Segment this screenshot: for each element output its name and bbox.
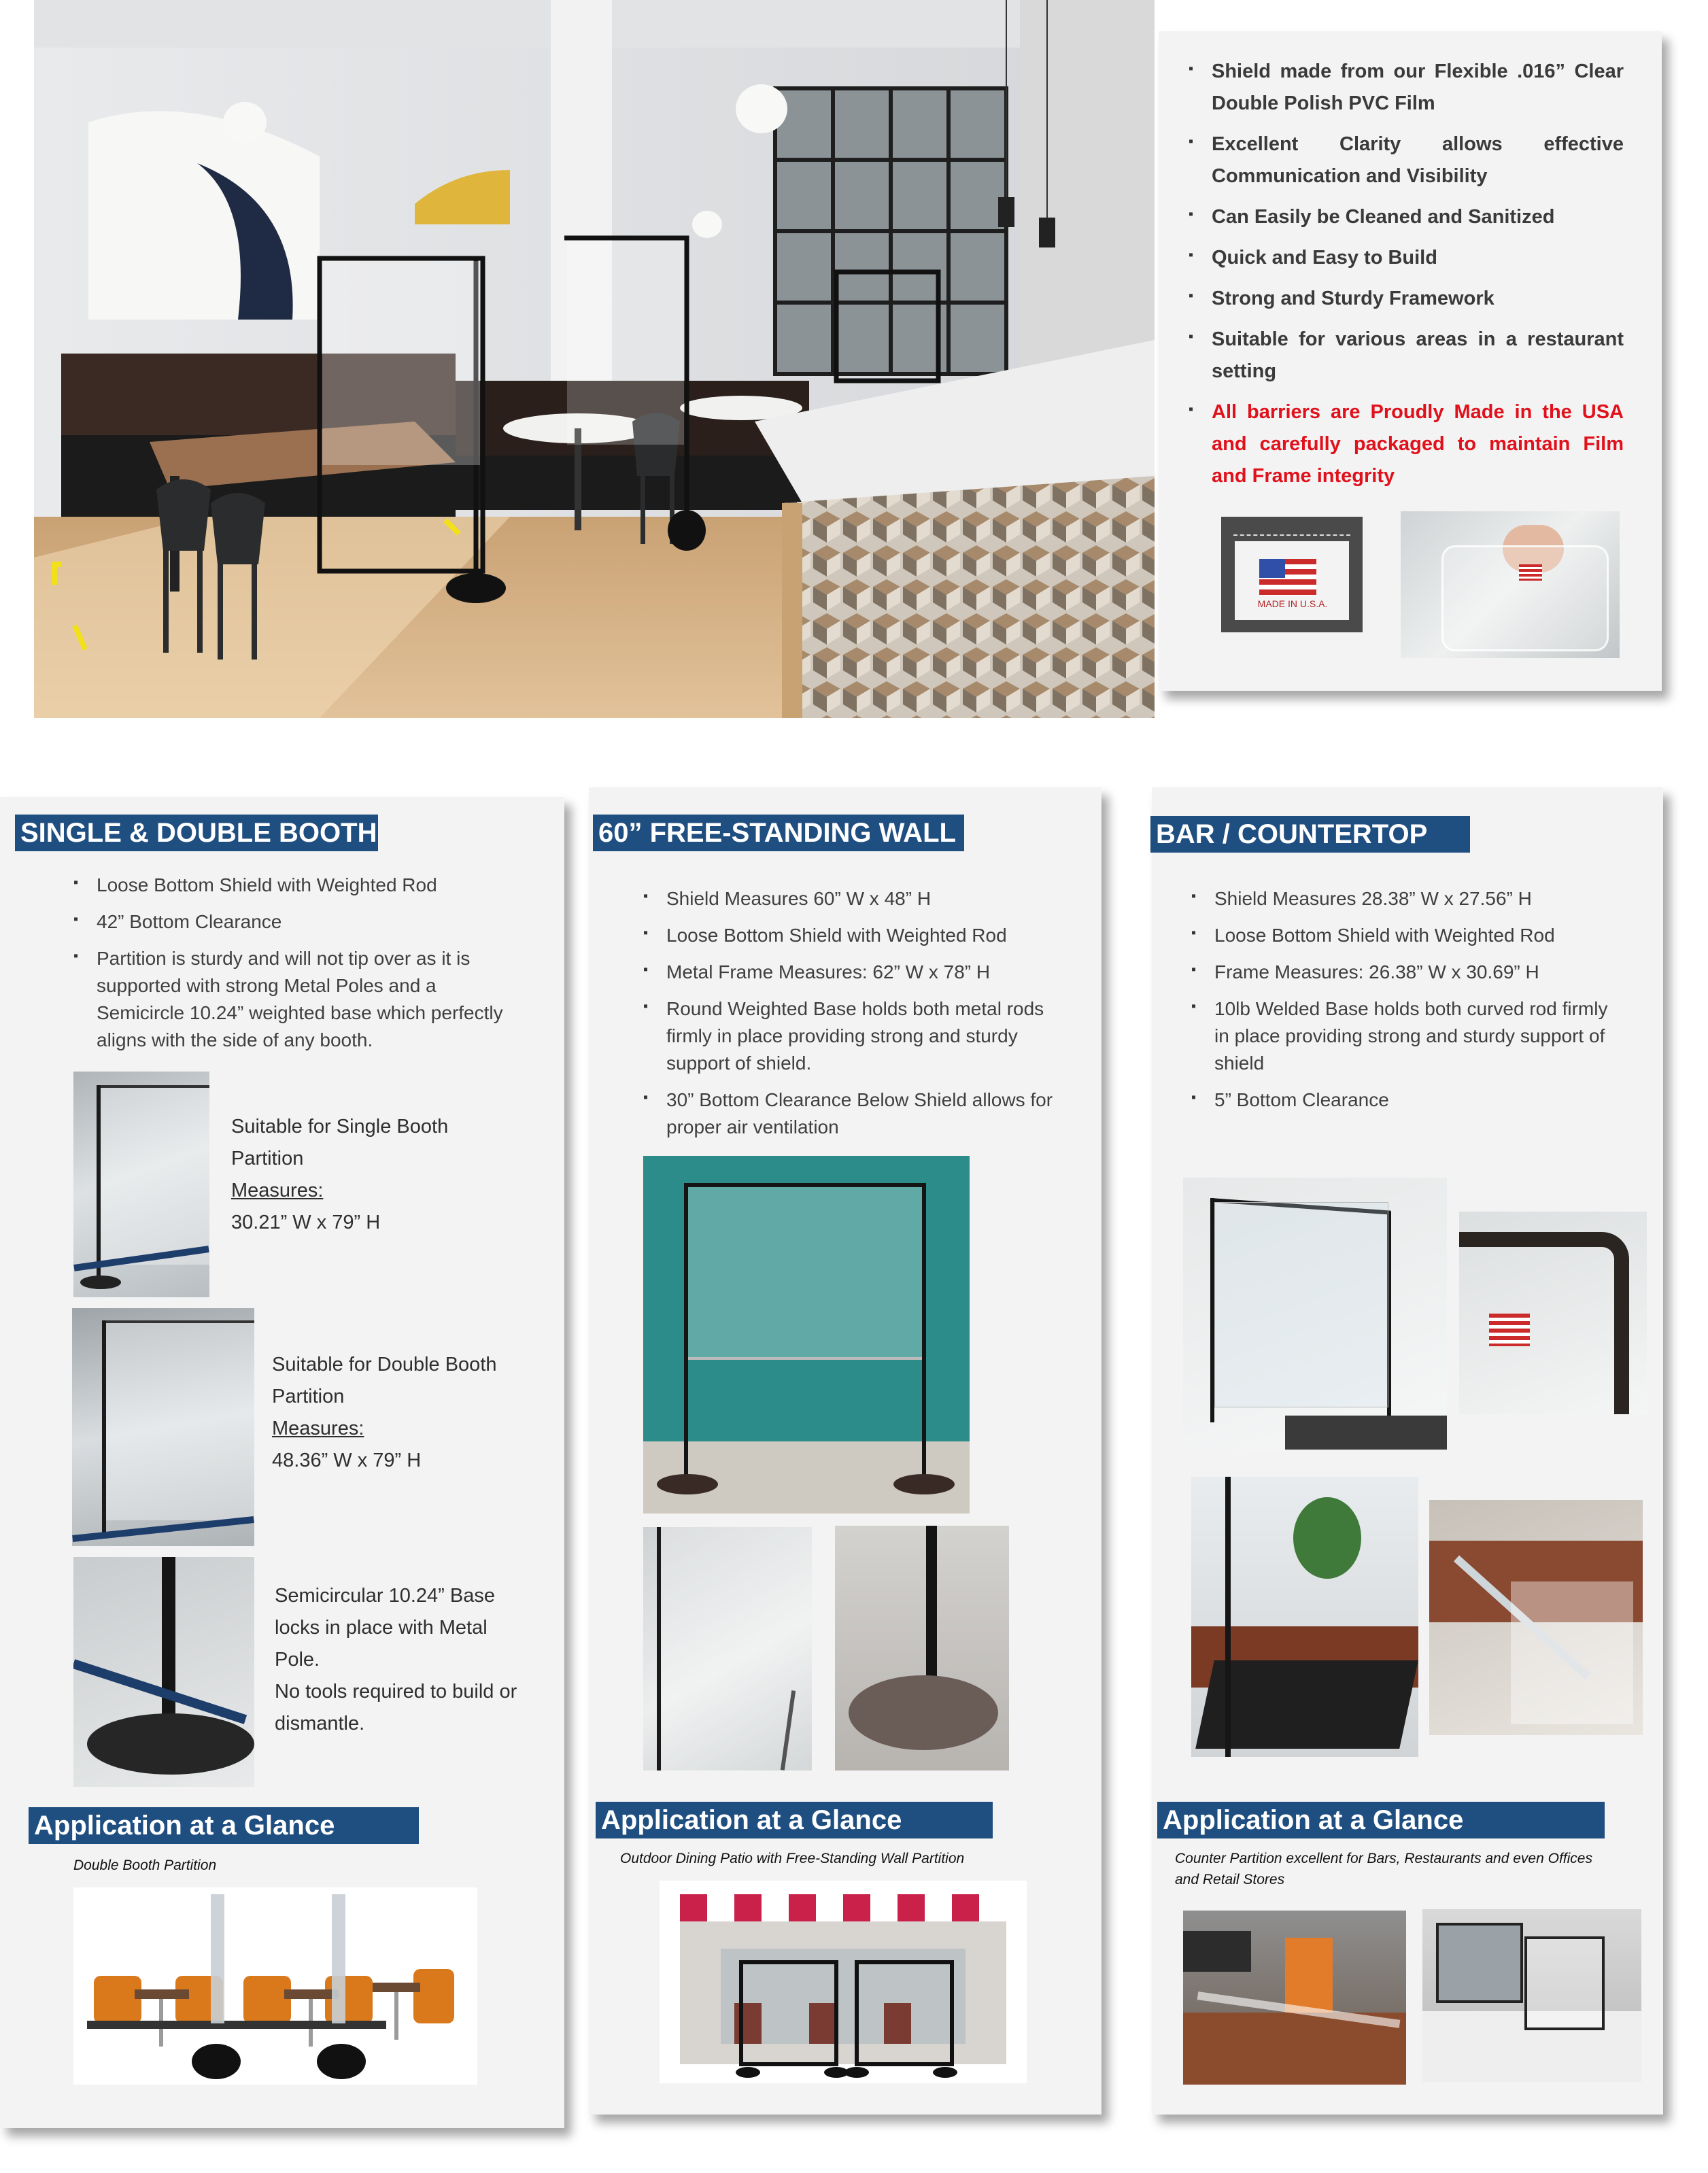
restaurant-illustration [34,0,1155,718]
feature-bullets [1189,56,1624,492]
bullet-item: ▪ 30” Bottom Clearance Below Shield allows for proper air ventilation [643,1086,1078,1141]
bullet-item: ▪ Loose Bottom Shield with Weighted Rod [1191,922,1626,949]
feature-list [1189,56,1624,501]
bullet-item: ▪ All barriers are Proudly Made in the USA and carefully packaged to maintain Film and Frame integrity [1189,396,1624,492]
bullet-item: ▪ Loose Bottom Shield with Weighted Rod [643,922,1078,949]
bullet-item: ▪ Can Easily be Cleaned and Sanitized [1189,201,1624,233]
bullet-item: ▪ Frame Measures: 26.38” W x 30.69” H [1191,959,1626,986]
bullet-item: ▪ 5” Bottom Clearance [1191,1086,1626,1114]
base-caption-line1: Semicircular 10.24” Base locks in place with Metal Pole. [275,1585,495,1671]
made-in-usa-label: MADE IN U.S.A. [1257,598,1328,609]
bullet-item: ▪ Quick and Easy to Build [1189,242,1624,274]
film-packaging-photo [1401,511,1620,658]
countertop-tag-closeup-photo [1459,1212,1647,1414]
countertop-app-caption: Counter Partition excellent for Bars, Restaurants and even Offices and Retail Stores [1175,1851,1592,1887]
freestanding-section-header: 60” FREE-STANDING WALL [593,815,964,851]
double-booth-caption [272,1349,544,1477]
double-booth-line: Suitable for Double Booth Partition [272,1354,497,1407]
countertop-app-header: Application at a Glance [1157,1802,1605,1838]
bullet-item: ▪ Partition is sturdy and will not tip over as it is supported with strong Metal Poles and a Semicircle 10.24” weighted base which perfectly aligns with the side of any booth. [73,945,515,1054]
countertop-shield-photo [1183,1178,1447,1450]
booth-diagram [73,1887,477,2085]
countertop-section-header: BAR / COUNTERTOP [1150,816,1470,853]
shield-edge-closeup-photo [1429,1500,1643,1735]
freestanding-app-header: Application at a Glance [596,1802,993,1838]
usa-flag-tag-icon [1489,1314,1530,1346]
single-booth-measures-label: Measures: [231,1180,324,1201]
outdoor-patio-illustration [660,1881,1027,2083]
base-caption-line2: No tools required to build or dismantle. [275,1681,517,1734]
office-application-photo [1183,1911,1406,2085]
double-booth-measures-label: Measures: [272,1418,364,1439]
freestanding-closeup-photo [643,1527,812,1770]
bullet-item: ▪ Round Weighted Base holds both metal rods firmly in place providing strong and sturdy support of shield. [643,995,1078,1077]
freestanding-wall-photo [643,1156,970,1513]
single-booth-caption [231,1111,517,1239]
freestanding-base-photo [835,1526,1009,1770]
booth-app-caption: Double Booth Partition [73,1858,217,1873]
single-booth-photo [73,1072,209,1297]
bullet-item: ▪ Shield Measures 60” W x 48” H [643,885,1078,912]
booth-section-header: SINGLE & DOUBLE BOOTH [15,815,378,851]
bullet-item: ▪ Suitable for various areas in a restaurant setting [1189,324,1624,388]
bullet-item: ▪ Excellent Clarity allows effective Communication and Visibility [1189,129,1624,192]
freestanding-app-caption: Outdoor Dining Patio with Free-Standing Wall Partition [620,1851,965,1866]
bullet-item: ▪ 42” Bottom Clearance [73,908,515,936]
bullet-item: ▪ Shield Measures 28.38” W x 27.56” H [1191,885,1626,912]
bullet-item: ▪ Loose Bottom Shield with Weighted Rod [73,872,515,899]
made-in-usa-tag-photo [1221,517,1363,632]
booth-bullets [73,872,515,1054]
bullet-item: ▪ Metal Frame Measures: 62” W x 78” H [643,959,1078,986]
hero-restaurant-photo [34,0,1155,718]
booth-app-header: Application at a Glance [29,1807,419,1844]
restaurant-application-photo [1422,1909,1641,2082]
semicircle-base-photo [73,1557,254,1787]
double-booth-measures: 48.36” W x 79” H [272,1450,422,1471]
usa-flag-icon [1259,559,1316,596]
single-booth-measures: 30.21” W x 79” H [231,1212,381,1233]
double-booth-illustration [73,1887,477,2085]
bullet-item: ▪ 10lb Welded Base holds both curved rod firmly in place providing strong and sturdy support of shield [1191,995,1626,1077]
usa-flag-small-icon [1519,564,1542,581]
patio-diagram [660,1881,1027,2083]
double-booth-photo [72,1308,254,1546]
bullet-item: ▪ Strong and Sturdy Framework [1189,283,1624,315]
bullet-item: ▪ Shield made from our Flexible .016” Clear Double Polish PVC Film [1189,56,1624,120]
office-counter-photo [1191,1477,1418,1757]
base-caption [275,1580,533,1740]
single-booth-line: Suitable for Single Booth Partition [231,1116,449,1169]
freestanding-bullets [643,885,1078,1141]
countertop-bullets [1191,885,1626,1114]
